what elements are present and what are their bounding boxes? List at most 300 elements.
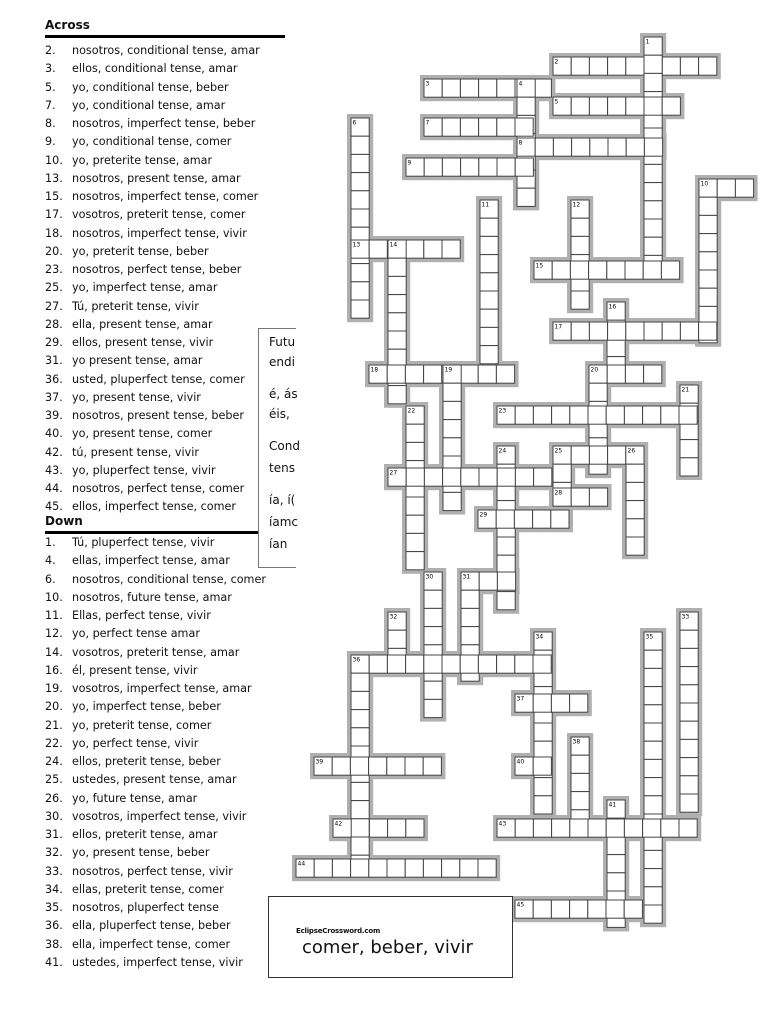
grid-cell[interactable] (533, 406, 551, 424)
grid-cell[interactable] (388, 331, 406, 349)
grid-cell[interactable] (680, 648, 698, 666)
grid-cell[interactable] (351, 673, 369, 691)
grid-cell[interactable] (480, 255, 498, 273)
grid-cell[interactable] (571, 291, 589, 309)
grid-cell[interactable] (496, 510, 514, 528)
grid-cell[interactable] (571, 57, 589, 75)
grid-cell[interactable] (387, 655, 405, 673)
grid-cell[interactable] (406, 424, 424, 442)
grid-cell[interactable] (680, 57, 698, 75)
grid-cell[interactable] (314, 859, 332, 877)
grid-cell[interactable] (478, 365, 496, 383)
grid-cell[interactable] (406, 240, 424, 258)
grid-cell[interactable] (608, 97, 626, 115)
grid-cell[interactable] (644, 322, 662, 340)
cell-number: 3 (425, 80, 430, 88)
grid-cell[interactable] (661, 261, 679, 279)
grid-cell[interactable] (589, 383, 607, 401)
grid-cell[interactable] (644, 650, 662, 668)
grid-cell[interactable] (644, 905, 662, 923)
grid-cell[interactable] (351, 282, 369, 300)
cell-number: 7 (425, 119, 430, 127)
grid-cell[interactable] (624, 406, 642, 424)
grid-cell[interactable] (424, 655, 442, 673)
grid-cell[interactable] (644, 759, 662, 777)
grid-cell[interactable] (534, 796, 552, 814)
down-heading: Down (45, 514, 83, 528)
grid-cell[interactable] (643, 261, 661, 279)
grid-cell[interactable] (571, 236, 589, 254)
cell-number: 26 (627, 447, 636, 455)
grid-cell[interactable] (423, 859, 441, 877)
grid-cell[interactable] (351, 300, 369, 318)
grid-cell[interactable] (351, 209, 369, 227)
grid-cell[interactable] (443, 468, 461, 486)
grid-cell[interactable] (699, 288, 717, 306)
grid-cell[interactable] (553, 464, 571, 482)
grid-cell[interactable] (588, 406, 606, 424)
grid-cell[interactable] (351, 728, 369, 746)
grid-cell[interactable] (699, 234, 717, 252)
clue-number: 20. (45, 700, 63, 714)
grid-cell[interactable] (535, 138, 553, 156)
clue-text: ella, imperfect tense, comer (72, 937, 231, 951)
grid-cell[interactable] (369, 859, 387, 877)
clue-number: 20. (45, 244, 63, 258)
cell-number: 30 (425, 573, 434, 581)
grid-cell[interactable] (351, 136, 369, 154)
grid-cell[interactable] (590, 138, 608, 156)
grid-cell[interactable] (699, 322, 717, 340)
grid-cell[interactable] (608, 138, 626, 156)
grid-cell[interactable] (644, 887, 662, 905)
grid-cell[interactable] (478, 655, 496, 673)
grid-cell[interactable] (424, 365, 442, 383)
grid-cell[interactable] (644, 73, 662, 91)
grid-cell[interactable] (643, 819, 661, 837)
grid-cell[interactable] (460, 365, 478, 383)
grid-cell[interactable] (607, 873, 625, 891)
grid-cell[interactable] (589, 488, 607, 506)
grid-cell[interactable] (551, 900, 569, 918)
grid-cell[interactable] (388, 630, 406, 648)
grid-cell[interactable] (480, 291, 498, 309)
grid-cell[interactable] (387, 757, 405, 775)
grid-cell[interactable] (699, 270, 717, 288)
grid-cell[interactable] (405, 365, 423, 383)
grid-cell[interactable] (552, 406, 570, 424)
grid-cell[interactable] (461, 158, 479, 176)
grid-cell[interactable] (443, 438, 461, 456)
grid-cell[interactable] (406, 468, 424, 486)
grid-cell[interactable] (515, 158, 533, 176)
grid-cell[interactable] (589, 57, 607, 75)
grid-cell[interactable] (533, 694, 551, 712)
grid-cell[interactable] (461, 590, 479, 608)
grid-cell[interactable] (571, 755, 589, 773)
grid-cell[interactable] (644, 138, 662, 156)
grid-cell[interactable] (480, 346, 498, 364)
cell-number: 18 (370, 366, 379, 374)
grid-cell[interactable] (680, 739, 698, 757)
grid-cell[interactable] (626, 537, 644, 555)
grid-cell[interactable] (607, 338, 625, 356)
grid-cell[interactable] (351, 819, 369, 837)
grid-cell[interactable] (552, 261, 570, 279)
grid-cell[interactable] (515, 655, 533, 673)
grid-cell[interactable] (406, 655, 424, 673)
grid-cell[interactable] (589, 322, 607, 340)
grid-cell[interactable] (424, 240, 442, 258)
cell-number: 17 (554, 323, 563, 331)
grid-cell[interactable] (406, 515, 424, 533)
grid-cell[interactable] (571, 773, 589, 791)
clue-text: vosotros, preterit tense, comer (72, 208, 246, 222)
grid-cell[interactable] (332, 757, 350, 775)
grid-cell[interactable] (571, 322, 589, 340)
grid-cell[interactable] (497, 118, 515, 136)
clue-text: usted, pluperfect tense, comer (72, 372, 245, 386)
grid-cell[interactable] (423, 757, 441, 775)
grid-cell[interactable] (424, 608, 442, 626)
grid-cell[interactable] (515, 406, 533, 424)
grid-cell[interactable] (553, 138, 571, 156)
clue-text: yo, conditional tense, comer (72, 135, 232, 149)
clue-number: 22. (45, 736, 63, 750)
grid-cell[interactable] (699, 215, 717, 233)
grid-cell[interactable] (533, 819, 551, 837)
cell-number: 41 (608, 801, 617, 809)
grid-cell[interactable] (607, 261, 625, 279)
grid-cell[interactable] (443, 420, 461, 438)
clue-number: 28. (45, 317, 63, 331)
grid-cell[interactable] (443, 401, 461, 419)
grid-cell[interactable] (388, 313, 406, 331)
grid-cell[interactable] (643, 406, 661, 424)
grid-cell[interactable] (626, 97, 644, 115)
grid-cell[interactable] (497, 572, 515, 590)
grid-cell[interactable] (351, 859, 369, 877)
grid-cell[interactable] (460, 859, 478, 877)
grid-cell[interactable] (497, 158, 515, 176)
grid-cell[interactable] (517, 97, 535, 115)
grid-cell[interactable] (479, 158, 497, 176)
grid-cell[interactable] (480, 327, 498, 345)
grid-cell[interactable] (608, 57, 626, 75)
grid-cell[interactable] (644, 741, 662, 759)
grid-cell[interactable] (480, 273, 498, 291)
grid-cell[interactable] (608, 446, 626, 464)
grid-cell[interactable] (624, 819, 642, 837)
grid-cell[interactable] (571, 218, 589, 236)
grid-cell[interactable] (406, 552, 424, 570)
grid-cell[interactable] (570, 819, 588, 837)
grid-cell[interactable] (424, 590, 442, 608)
grid-cell[interactable] (644, 723, 662, 741)
grid-cell[interactable] (442, 240, 460, 258)
grid-cell[interactable] (589, 97, 607, 115)
grid-cell[interactable] (460, 118, 478, 136)
grid-cell[interactable] (534, 723, 552, 741)
grid-cell[interactable] (388, 276, 406, 294)
grid-cell[interactable] (479, 468, 497, 486)
grid-cell[interactable] (387, 859, 405, 877)
grid-cell[interactable] (570, 900, 588, 918)
cell-number: 40 (516, 758, 525, 766)
grid-cell[interactable] (680, 667, 698, 685)
grid-cell[interactable] (571, 792, 589, 810)
grid-cell[interactable] (644, 237, 662, 255)
grid-cell[interactable] (680, 703, 698, 721)
grid-cell[interactable] (351, 173, 369, 191)
grid-cell[interactable] (570, 406, 588, 424)
grid-cell[interactable] (515, 118, 533, 136)
clue-number: 2. (45, 44, 56, 57)
clue-text: yo, present tense, comer (72, 427, 213, 441)
grid-cell[interactable] (661, 406, 679, 424)
grid-cell[interactable] (406, 442, 424, 460)
clue-number: 34. (45, 882, 63, 896)
grid-cell[interactable] (515, 819, 533, 837)
grid-cell[interactable] (496, 365, 514, 383)
grid-cell[interactable] (406, 533, 424, 551)
clue-text: nosotros, perfect tense, comer (72, 482, 245, 495)
grid-cell[interactable] (607, 365, 625, 383)
grid-cell[interactable] (533, 510, 551, 528)
grid-cell[interactable] (443, 383, 461, 401)
grid-cell[interactable] (461, 627, 479, 645)
grid-cell[interactable] (480, 236, 498, 254)
grid-cell[interactable] (369, 655, 387, 673)
grid-cell[interactable] (607, 836, 625, 854)
grid-cell[interactable] (424, 627, 442, 645)
grid-cell[interactable] (388, 386, 406, 404)
grid-cell[interactable] (405, 859, 423, 877)
clue-text: yo, preterite tense, amar (72, 153, 213, 167)
grid-cell[interactable] (572, 138, 590, 156)
grid-cell[interactable] (644, 796, 662, 814)
grid-cell[interactable] (606, 900, 624, 918)
grid-cell[interactable] (552, 819, 570, 837)
grid-cell[interactable] (497, 592, 515, 610)
clue-text: ella, pluperfect tense, beber (72, 919, 231, 933)
cell-number: 24 (498, 447, 507, 455)
grid-cell[interactable] (699, 252, 717, 270)
grid-cell[interactable] (351, 691, 369, 709)
clue-text: yo, present tense, beber (72, 846, 210, 860)
grid-cell[interactable] (606, 819, 624, 837)
grid-cell[interactable] (662, 97, 680, 115)
grid-cell[interactable] (461, 468, 479, 486)
grid-cell[interactable] (332, 859, 350, 877)
grid-cell[interactable] (661, 819, 679, 837)
grid-cell[interactable] (680, 721, 698, 739)
cell-number: 19 (444, 366, 453, 374)
grid-cell[interactable] (644, 55, 662, 73)
grid-cell[interactable] (461, 608, 479, 626)
grid-cell[interactable] (406, 819, 424, 837)
grid-cell[interactable] (699, 57, 717, 75)
grid-cell[interactable] (351, 710, 369, 728)
grid-cell[interactable] (626, 519, 644, 537)
grid-cell[interactable] (351, 801, 369, 819)
grid-cell[interactable] (626, 464, 644, 482)
grid-cell[interactable] (625, 365, 643, 383)
clue-number: 11. (45, 609, 63, 622)
grid-cell[interactable] (443, 492, 461, 510)
grid-cell[interactable] (680, 758, 698, 776)
grid-cell[interactable] (680, 630, 698, 648)
grid-cell[interactable] (589, 446, 607, 464)
grid-cell[interactable] (497, 537, 515, 555)
clue-text: nosotros, conditional tense, comer (72, 572, 266, 586)
grid-cell[interactable] (606, 406, 624, 424)
clue-number: 17. (45, 208, 63, 222)
grid-cell[interactable] (644, 778, 662, 796)
grid-cell[interactable] (351, 154, 369, 172)
clue-number: 23. (45, 263, 63, 276)
grid-cell[interactable] (350, 757, 368, 775)
grid-cell[interactable] (497, 79, 515, 97)
grid-cell[interactable] (351, 264, 369, 282)
hint-line: tens (269, 461, 295, 475)
grid-cell[interactable] (644, 668, 662, 686)
grid-cell[interactable] (497, 555, 515, 573)
grid-cell[interactable] (442, 79, 460, 97)
grid-cell[interactable] (351, 191, 369, 209)
grid-cell[interactable] (460, 655, 478, 673)
cell-number: 16 (608, 303, 617, 311)
grid-cell[interactable] (644, 705, 662, 723)
grid-cell[interactable] (644, 97, 662, 115)
grid-cell[interactable] (626, 322, 644, 340)
clue-text: ellos, conditional tense, amar (72, 62, 238, 76)
grid-cell[interactable] (369, 757, 387, 775)
grid-cell[interactable] (424, 699, 442, 717)
grid-cell[interactable] (497, 655, 515, 673)
grid-cell[interactable] (551, 510, 569, 528)
grid-cell[interactable] (626, 57, 644, 75)
grid-cell[interactable] (588, 819, 606, 837)
grid-cell[interactable] (644, 850, 662, 868)
grid-cell[interactable] (442, 118, 460, 136)
grid-cell[interactable] (607, 855, 625, 873)
grid-cell[interactable] (680, 322, 698, 340)
grid-cell[interactable] (571, 446, 589, 464)
grid-cell[interactable] (644, 687, 662, 705)
grid-cell[interactable] (589, 261, 607, 279)
grid-cell[interactable] (624, 900, 642, 918)
grid-cell[interactable] (405, 757, 423, 775)
clue-number: 40. (45, 427, 63, 441)
grid-cell[interactable] (442, 655, 460, 673)
grid-cell[interactable] (699, 197, 717, 215)
grid-cell[interactable] (479, 118, 497, 136)
grid-cell[interactable] (479, 79, 497, 97)
grid-cell[interactable] (644, 219, 662, 237)
grid-cell[interactable] (479, 572, 497, 590)
grid-cell[interactable] (626, 501, 644, 519)
grid-cell[interactable] (442, 859, 460, 877)
grid-cell[interactable] (662, 322, 680, 340)
grid-cell[interactable] (533, 757, 551, 775)
grid-cell[interactable] (680, 440, 698, 458)
clue-number: 27. (45, 299, 63, 313)
cell-number: 43 (498, 820, 507, 828)
grid-cell[interactable] (534, 778, 552, 796)
grid-cell[interactable] (424, 468, 442, 486)
grid-cell[interactable] (644, 183, 662, 201)
clue-number: 1. (45, 536, 56, 549)
grid-cell[interactable] (388, 258, 406, 276)
grid-cell[interactable] (369, 819, 387, 837)
grid-cell[interactable] (351, 782, 369, 800)
grid-cell[interactable] (424, 681, 442, 699)
cell-number: 13 (352, 241, 361, 249)
grid-cell[interactable] (517, 188, 535, 206)
grid-cell[interactable] (478, 859, 496, 877)
grid-cell[interactable] (570, 694, 588, 712)
grid-cell[interactable] (570, 261, 588, 279)
grid-cell[interactable] (644, 365, 662, 383)
grid-cell[interactable] (588, 900, 606, 918)
grid-cell[interactable] (625, 261, 643, 279)
cell-number: 1 (645, 38, 650, 46)
grid-cell[interactable] (644, 201, 662, 219)
grid-cell[interactable] (387, 365, 405, 383)
grid-cell[interactable] (460, 79, 478, 97)
clue-text: vosotros, imperfect tense, amar (72, 682, 252, 695)
grid-cell[interactable] (351, 837, 369, 855)
grid-cell[interactable] (534, 468, 552, 486)
grid-cell[interactable] (480, 309, 498, 327)
grid-cell[interactable] (406, 497, 424, 515)
grid-cell[interactable] (626, 482, 644, 500)
grid-cell[interactable] (662, 57, 680, 75)
grid-cell[interactable] (551, 694, 569, 712)
grid-cell[interactable] (680, 685, 698, 703)
grid-cell[interactable] (514, 510, 532, 528)
grid-cell[interactable] (680, 794, 698, 812)
grid-cell[interactable] (442, 158, 460, 176)
grid-cell[interactable] (626, 138, 644, 156)
cell-number: 12 (572, 201, 581, 209)
grid-cell[interactable] (644, 164, 662, 182)
grid-cell[interactable] (388, 819, 406, 837)
grid-cell[interactable] (717, 179, 735, 197)
grid-cell[interactable] (644, 869, 662, 887)
hint-line: Futu (269, 335, 296, 349)
grid-cell[interactable] (679, 819, 697, 837)
grid-cell[interactable] (388, 295, 406, 313)
grid-cell[interactable] (571, 97, 589, 115)
grid-cell[interactable] (533, 655, 551, 673)
grid-cell[interactable] (533, 900, 551, 918)
grid-cell[interactable] (424, 158, 442, 176)
grid-cell[interactable] (571, 488, 589, 506)
grid-cell[interactable] (735, 179, 753, 197)
grid-cell[interactable] (480, 218, 498, 236)
grid-cell[interactable] (680, 776, 698, 794)
grid-cell[interactable] (369, 240, 387, 258)
clue-number: 36. (45, 919, 63, 933)
grid-cell[interactable] (497, 468, 515, 486)
grid-cell[interactable] (679, 406, 697, 424)
grid-cell[interactable] (680, 458, 698, 476)
grid-cell[interactable] (608, 322, 626, 340)
grid-cell[interactable] (515, 468, 533, 486)
grid-cell[interactable] (533, 79, 551, 97)
